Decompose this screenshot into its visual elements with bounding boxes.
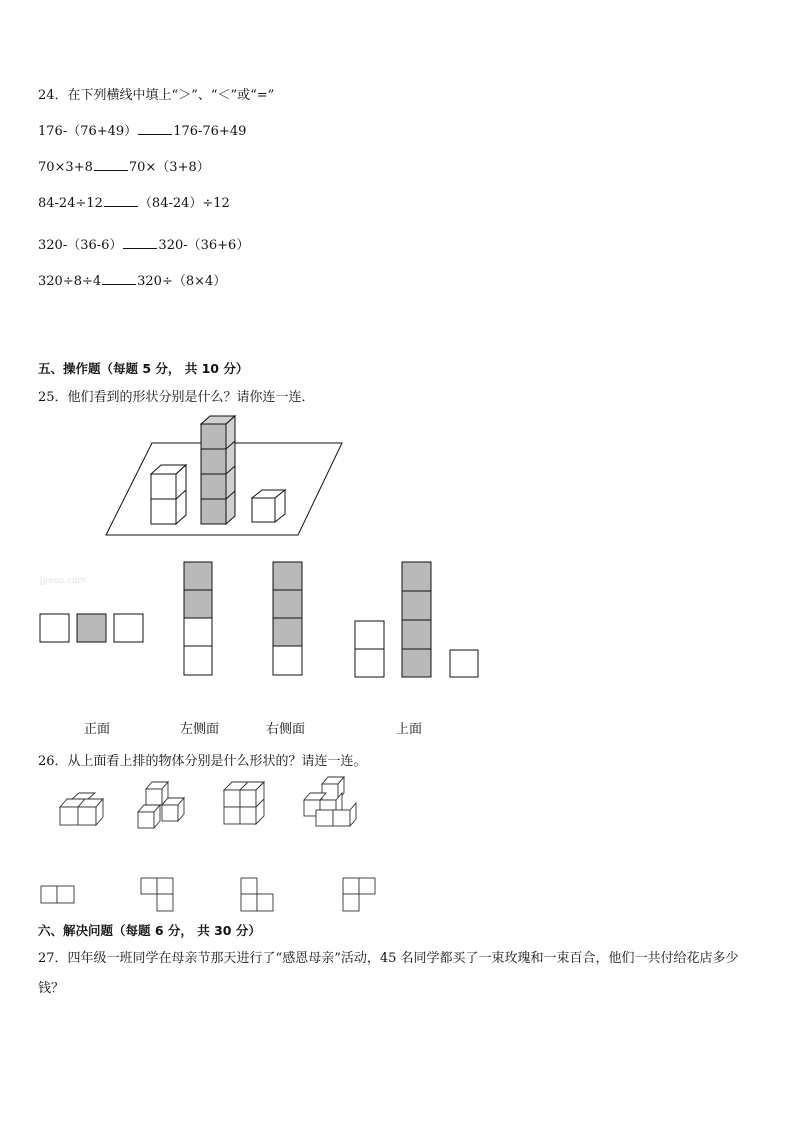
watermark: jyeoo.com xyxy=(40,576,87,586)
q24-item-3-right: （84-24）÷12 xyxy=(138,196,230,211)
q24-item-2-right: 70×（3+8） xyxy=(128,160,210,175)
q26-object-4 xyxy=(304,777,356,826)
q25-view-column-a xyxy=(184,562,212,675)
section-6-heading: 六、解决问题（每题 6 分， 共 30 分） xyxy=(38,923,261,938)
q24-item-4-left: 320-（36-6） xyxy=(38,238,123,253)
q25-stack-small xyxy=(252,490,285,522)
q25-view-row xyxy=(40,614,143,642)
q25-label-left-side: 左侧面 xyxy=(180,722,220,737)
q25-title: 25．他们看到的形状分别是什么？请你连一连． xyxy=(38,390,315,405)
q24-item-5-right: 320÷（8×4） xyxy=(137,274,227,289)
q25-label-right-side: 右侧面 xyxy=(266,722,306,737)
q24-item-1-right: 176-76+49 xyxy=(173,124,247,139)
q25-label-top: 上面 xyxy=(396,722,423,737)
q26-top-view-2 xyxy=(141,878,173,911)
q24-item-2-left: 70×3+8 xyxy=(38,160,93,175)
q26-top-view-1 xyxy=(41,886,74,903)
q26-title: 26．从上面看上排的物体分别是什么形状的？请连一连。 xyxy=(38,754,367,769)
q25-view-column-b xyxy=(273,562,302,675)
q26-object-1 xyxy=(60,793,103,825)
q25-stack-left xyxy=(151,465,186,524)
q24-item-1-left: 176-（76+49） xyxy=(38,124,138,139)
q24-item-4-right: 320-（36+6） xyxy=(158,238,250,253)
q26-top-view-3 xyxy=(241,878,273,911)
q26-object-2 xyxy=(138,782,184,828)
q24-title: 24．在下列横线中填上“＞”、“＜”或“=” xyxy=(38,88,275,103)
q27-text: 27．四年级一班同学在母亲节那天进行了“感恩母亲”活动，45 名同学都买了一束玫瑰和一束百合，他们一共付给花店多少钱？ xyxy=(38,951,739,996)
q25-stack-tall xyxy=(201,416,235,524)
section-5-heading: 五、操作题（每题 5 分， 共 10 分） xyxy=(38,361,249,376)
q25-label-front: 正面 xyxy=(84,722,111,737)
q25-view-group xyxy=(355,562,478,677)
q24-item-3-left: 84-24÷12 xyxy=(38,196,103,211)
q24-item-5-left: 320÷8÷4 xyxy=(38,274,102,289)
q26-object-3 xyxy=(224,782,264,824)
q26-top-view-4 xyxy=(343,878,375,911)
